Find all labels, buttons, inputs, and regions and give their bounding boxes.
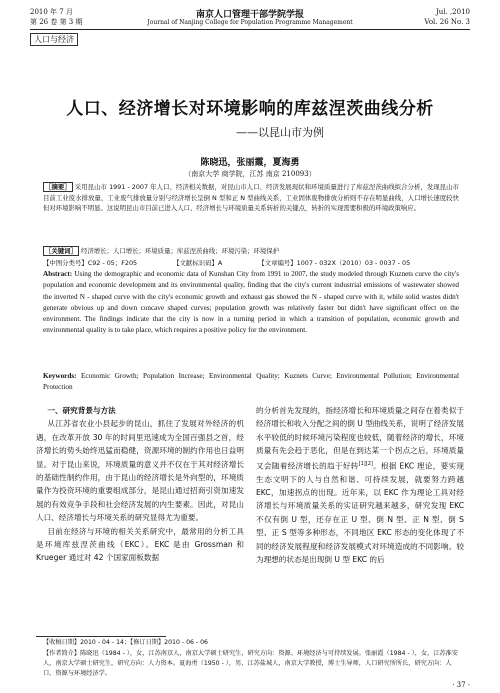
footnote-rule (36, 636, 166, 637)
footnote-author-bio: 【作者简介】陈晓迅（1984 - ），女，江苏南京人，南京大学硕士研究生，研究方向：资源、环境经济与可持续发展。张丽霞（1984 - ），女，江苏淮安人，南京大学硕士研究生，研究方向：人力资本。夏海勇（1950 - ），男，江苏盐城人，南京大学教授，博士生导师，人口研究所所长，研究方向：人口、资源与环境经济学。 (43, 650, 459, 677)
authors: 陈晓迅，张丽霞，夏海勇 (200, 158, 300, 168)
body-paragraph-3: 的分析首先发现的，指经济增长和环境质量之间存在着类似于经济增长和收入分配之间的倒 U 型曲线关系，说明了经济发展水平较低的时候环境污染程度也较低，随着经济的增长，环境质量有先会趋于恶化，但是在到达某一个拐点之后，环境质量又会随着经济增长的趋于好转[1][2]。根据 EKC 理论，要实现生态文明下的人与自然和谐、可持续发展，就要努力跨越 EKC，加速拐点的出现。近年来，以 EKC 作为理论工具对经济增长与环境质量关系的实证研究越来越多，研究发现 EKC 不仅有倒 U 型，还存在正 U 型、倒 N 型、正 N 型、倒 S 型、正 S 型等多种形态，不同地区 EKC 形态的变化体现了不同的经济发展程度和经济发展模式对环境造成的不同影响。较为理想的状态是出现倒 U 型 EKC 的后 (256, 406, 464, 564)
journal-title-en: Journal of Nanjing College for Population Programme Management (147, 19, 353, 26)
body-left-column (36, 404, 244, 632)
header-rule (30, 29, 470, 30)
header-volume: 第 26 卷 第 3 期 (30, 18, 83, 26)
article-number: 【文章编号】1007 - 032X（2010）03 - 0037 - 05 (258, 259, 411, 267)
keywords-cn-text: 经济增长；人口增长；环境质量；库兹涅茨曲线；环境污染；环境保护 (81, 247, 280, 255)
abstract-en-text: Using the demographic and economic data of Kunshan City from 1991 to 2007, the study modeled through Kuznets curve the city's population and economic development and its environmental quality, finding that the city's current industrial emissions of wastewater showed the inverted N - shaped curve with the city's economic growth and exhaust gas showed the N - shaped curve with it, while solid wastes didn't generate obvious up and down concave shaped curves; population growth was relatively faster but didn't have significant effect on the environment. The findings indicate that the city is now in a turning period in which a transition of population, economic growth and environmental quality is to take place, which requires a positive policy for the environment. (43, 270, 460, 335)
section-heading-1: 一、研究背景与方法 (47, 406, 116, 415)
abstract-cn-text: 采用昆山市 1991 - 2007 年人口、经济相关数据，对昆山市人口、经济发展现状和环境质量进行了库兹涅茨曲线拟合分析，发现昆山市目前工业废水排放量、工业废气排放量分别与经济增长呈倒 N 型和正 N 型曲线关系，工业固体废物排放分析则不存在明显曲线，人口增长速度较快但对环境影响不明显。这说明昆山市目前已进入人口、经济增长与环境质量关系转折的关键点，转折的实现需要积极的环境政策响应。 (43, 183, 459, 212)
keywords-cn-label: ［关键词］ (45, 247, 77, 255)
journal-title-cn: 南京人口管理干部学院学报 (195, 10, 304, 20)
document-code: 【文献标识码】A (173, 259, 223, 267)
header-volume-en: Vol. 26 No. 3 (424, 18, 470, 26)
section-label: 人口与经济 (30, 33, 78, 46)
affiliation: （南京大学 商学院，江苏 南京 210093） (184, 170, 316, 178)
header-date-en: Jul. ,2010 (435, 8, 470, 16)
article-title: 人口、经济增长对环境影响的库兹涅茨曲线分析 (66, 99, 434, 119)
footnote-received: 【收稿日期】2010 - 04 - 14；【修订日期】2010 - 06 - 06 (43, 639, 208, 646)
keywords-en-label: Keywords: (43, 372, 77, 380)
citation-1-2: [1][2] (358, 460, 373, 467)
abstract-en (43, 269, 459, 337)
abstract-en-label: Abstract: (43, 270, 73, 278)
classification-row (43, 258, 459, 267)
page-number: · 37 · (452, 681, 470, 689)
body-right-column (256, 404, 464, 632)
abstract-cn-label: ［摘要］ (45, 183, 71, 191)
body-paragraph-1: 从江苏省农业小县起步的昆山，抓住了发展对外经济的机遇，在改革开放 30 年的时间里迅速成为全国百强县之首，经济增长的势头始终迅猛而稳健，资源环境的制约作用也日益明显。对于昆山来说，环境质量的意义并不仅在于其对经济增长的基础性制约作用，由于昆山的经济增长是外向型的，环境质量作为投资环境的重要组成部分，是昆山通过招商引资加速发展的有效竞争手段和社会经济发展的内生要素。因此，对昆山人口、经济增长与环境关系的研究显得尤为重要。 (36, 419, 244, 523)
abstract-cn (43, 182, 459, 214)
article-subtitle: ——以昆山市为例 (236, 126, 324, 139)
body-paragraph-2: 目前在经济与环境的相关关系研究中，最常用的分析工具是环境库兹涅茨曲线（EKC）。EKC 是由 Grossman 和 Krueger 通过对 42 个国家面板数据 (36, 526, 244, 563)
keywords-cn (43, 246, 459, 256)
clc-number: 【中图分类号】C92 - 05；F205 (43, 259, 138, 267)
header-date: 2010 年 7 月 (30, 8, 73, 16)
keywords-en-text: Economic Growth; Population Increase; Environmental Quality; Kuznets Curve; Environmental Pollution; Environmental Protection (43, 372, 459, 392)
keywords-en (43, 371, 459, 394)
